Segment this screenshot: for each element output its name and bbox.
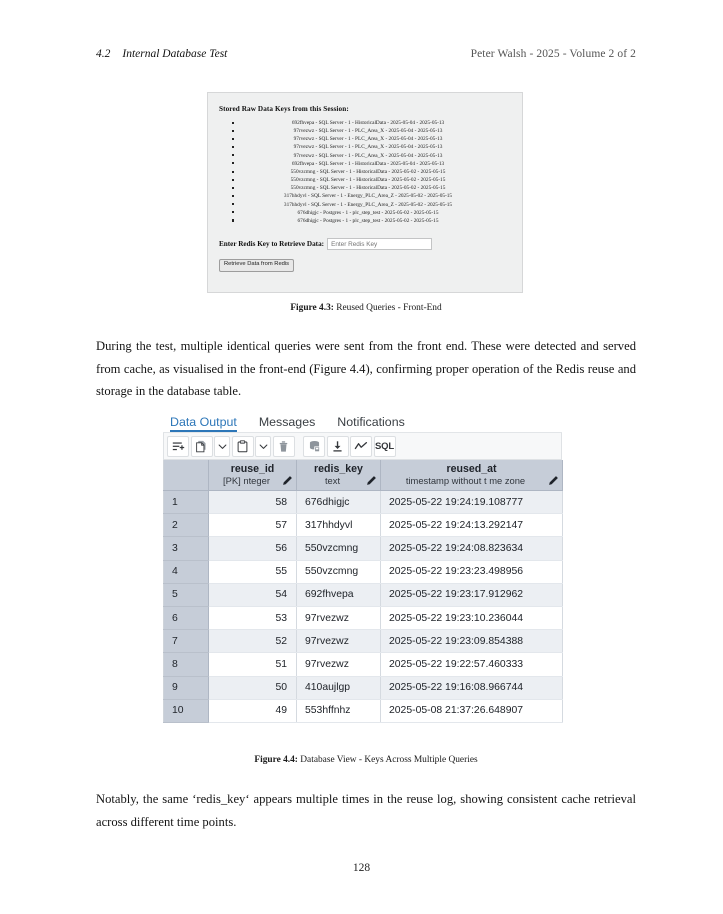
- row-number-cell: 7: [164, 630, 209, 653]
- table-body: [164, 491, 563, 723]
- cell-reuse-id[interactable]: 55: [209, 560, 297, 583]
- stored-key-list-item: [232, 119, 522, 127]
- stored-key-list-item: [232, 160, 522, 168]
- save-data-changes-icon-button[interactable]: [303, 436, 325, 457]
- table-row[interactable]: [164, 560, 563, 583]
- bullet-icon: [232, 179, 234, 181]
- edit-pencil-icon[interactable]: [366, 475, 377, 486]
- table-row[interactable]: [164, 653, 563, 676]
- copy-icon-button[interactable]: [191, 436, 213, 457]
- table-row[interactable]: [164, 583, 563, 606]
- query-sql-icon-button[interactable]: [374, 436, 396, 457]
- chevron-down-icon: [218, 442, 227, 451]
- cell-reused-at[interactable]: 2025-05-22 19:23:10.236044: [381, 606, 563, 629]
- cell-redis-key[interactable]: 550vzcmng: [297, 537, 381, 560]
- stored-key-list-item: [232, 201, 522, 209]
- cell-reuse-id[interactable]: 52: [209, 630, 297, 653]
- row-number-cell: 8: [164, 653, 209, 676]
- stored-key-text: 97rvezwz - SQL Server - 1 - PLC_Area_X - 2025-05-04 - 2025-05-13: [293, 128, 443, 135]
- paste-icon: [236, 440, 249, 453]
- stored-key-text: 97rvezwz - SQL Server - 1 - PLC_Area_X - 2025-05-04 - 2025-05-13: [293, 144, 443, 151]
- bullet-icon: [232, 130, 234, 132]
- cell-redis-key[interactable]: 676dhigjc: [297, 491, 381, 514]
- edit-pencil-icon[interactable]: [282, 475, 293, 486]
- table-header-row: [164, 460, 563, 491]
- stored-key-text: 676dhigjc - Postgres - 1 - plc_step_test - 2025-05-02 - 2025-05-15: [297, 217, 439, 224]
- figure-4-3-caption: [96, 303, 636, 313]
- download-icon: [331, 440, 344, 453]
- stored-key-list-item: [232, 135, 522, 143]
- graph-visualiser-icon-button[interactable]: [350, 436, 372, 457]
- figure-4-4-caption: [96, 755, 636, 765]
- cell-reused-at[interactable]: 2025-05-22 19:24:19.108777: [381, 491, 563, 514]
- stored-key-text: 317hhdyvl - SQL Server - 1 - Energy_PLC_Area_Z - 2025-05-02 - 2025-05-15: [283, 193, 453, 200]
- row-number-cell: 1: [164, 491, 209, 514]
- stored-key-list-item: [232, 143, 522, 151]
- chevron-down-icon: [259, 442, 268, 451]
- tab-messages[interactable]: Messages: [258, 415, 316, 429]
- cell-reuse-id[interactable]: 51: [209, 653, 297, 676]
- bullet-icon: [232, 203, 234, 205]
- page-number: 128: [352, 862, 371, 874]
- cell-reused-at[interactable]: 2025-05-22 19:22:57.460333: [381, 653, 563, 676]
- cell-reused-at[interactable]: 2025-05-08 21:37:26.648907: [381, 699, 563, 722]
- table-row[interactable]: [164, 606, 563, 629]
- pgadmin-tab-bar: [163, 408, 562, 433]
- stored-key-text: 692fhvepa - SQL Server - 1 - HistoricalData - 2025-05-04 - 2025-05-13: [291, 120, 445, 126]
- cell-redis-key[interactable]: 97rvezwz: [297, 653, 381, 676]
- column-name-redis-key: redis_key: [314, 463, 363, 475]
- cell-redis-key[interactable]: 317hhdyvl: [297, 514, 381, 537]
- stored-keys-heading: Stored Raw Data Keys from this Session:: [219, 105, 349, 113]
- bullet-icon: [232, 146, 234, 148]
- stored-key-list-item: [232, 168, 522, 176]
- row-number-cell: 3: [164, 537, 209, 560]
- stored-key-list-item: [232, 217, 522, 225]
- stored-key-list-item: [232, 192, 522, 200]
- cell-reuse-id[interactable]: 49: [209, 699, 297, 722]
- cell-reused-at[interactable]: 2025-05-22 19:24:13.292147: [381, 514, 563, 537]
- column-name-reuse-id: reuse_id: [230, 463, 275, 475]
- add-row-icon-button[interactable]: [167, 436, 189, 457]
- stored-key-text: 550vzcmng - SQL Server - 1 - HistoricalData - 2025-05-02 - 2025-05-15: [290, 177, 446, 184]
- stored-key-list-item: [232, 176, 522, 184]
- cell-redis-key[interactable]: 97rvezwz: [297, 606, 381, 629]
- table-header: [164, 460, 563, 491]
- redis-key-input[interactable]: [327, 238, 432, 250]
- cell-redis-key[interactable]: 410aujlgp: [297, 676, 381, 699]
- stored-key-text: 550vzcmng - SQL Server - 1 - HistoricalData - 2025-05-02 - 2025-05-15: [290, 168, 446, 175]
- cell-redis-key[interactable]: 550vzcmng: [297, 560, 381, 583]
- cell-reuse-id[interactable]: 56: [209, 537, 297, 560]
- sql-icon: SQL: [375, 440, 394, 452]
- cell-reuse-id[interactable]: 57: [209, 514, 297, 537]
- cell-reuse-id[interactable]: 54: [209, 583, 297, 606]
- row-number-cell: 6: [164, 606, 209, 629]
- cell-reused-at[interactable]: 2025-05-22 19:23:09.854388: [381, 630, 563, 653]
- section-title: Internal Database Test: [122, 48, 228, 60]
- running-head: [96, 48, 636, 60]
- figure-4-4-caption-label: Figure 4.4:: [254, 755, 298, 765]
- redis-key-field-row: [219, 238, 522, 250]
- table-row[interactable]: [164, 491, 563, 514]
- figure-4-3-caption-label: Figure 4.3:: [290, 303, 334, 313]
- cell-reused-at[interactable]: 2025-05-22 19:24:08.823634: [381, 537, 563, 560]
- query-results-table: [163, 460, 563, 723]
- bullet-icon: [232, 187, 234, 189]
- bullet-icon: [232, 138, 234, 140]
- cell-reused-at[interactable]: 2025-05-22 19:23:17.912962: [381, 583, 563, 606]
- running-head-right: Peter Walsh - 2025 - Volume 2 of 2: [470, 48, 636, 60]
- row-number-cell: 4: [164, 560, 209, 583]
- stored-keys-list: [208, 119, 522, 225]
- cell-redis-key[interactable]: 692fhvepa: [297, 583, 381, 606]
- retrieve-data-from-redis-button[interactable]: Retrieve Data from Redis: [219, 259, 294, 272]
- row-number-cell: 9: [164, 676, 209, 699]
- stored-key-list-item: [232, 152, 522, 160]
- redis-key-label: Enter Redis Key to Retrieve Data:: [219, 240, 325, 249]
- column-header-reused-at[interactable]: [381, 460, 563, 491]
- cell-reuse-id[interactable]: 58: [209, 491, 297, 514]
- add-row-icon: [172, 440, 185, 453]
- column-type-redis-key: text: [324, 475, 341, 486]
- column-header-redis-key[interactable]: [297, 460, 381, 491]
- pgadmin-toolbar: [163, 433, 562, 460]
- edit-pencil-icon[interactable]: [548, 475, 559, 486]
- trash-icon: [277, 440, 290, 453]
- table-row[interactable]: [164, 676, 563, 699]
- download-results-icon-button[interactable]: [327, 436, 349, 457]
- bullet-icon: [232, 154, 234, 156]
- column-type-reused-at: timestamp without t me zone: [405, 475, 526, 486]
- paste-icon-button[interactable]: [232, 436, 254, 457]
- stored-key-text: 317hhdyvl - SQL Server - 1 - Energy_PLC_Area_Z - 2025-05-02 - 2025-05-15: [283, 201, 453, 208]
- cell-reuse-id[interactable]: 50: [209, 676, 297, 699]
- row-number-cell: 10: [164, 699, 209, 722]
- stored-key-text: 692fhvepa - SQL Server - 1 - HistoricalData - 2025-05-04 - 2025-05-13: [291, 160, 445, 167]
- tab-notifications[interactable]: Notifications: [337, 415, 405, 429]
- database-save-icon: [308, 440, 321, 453]
- table-row[interactable]: [164, 699, 563, 722]
- paste-options-dropdown[interactable]: [255, 436, 271, 457]
- stored-key-text: 97rvezwz - SQL Server - 1 - PLC_Area_X - 2025-05-04 - 2025-05-13: [293, 152, 443, 159]
- bullet-icon: [232, 195, 234, 197]
- column-name-reused-at: reused_at: [446, 463, 497, 475]
- stored-key-list-item: [232, 184, 522, 192]
- cell-redis-key[interactable]: 553hffnhz: [297, 699, 381, 722]
- bullet-icon: [232, 211, 234, 213]
- figure-4-4-pgadmin-screenshot: [163, 408, 562, 723]
- stored-key-text: 97rvezwz - SQL Server - 1 - PLC_Area_X - 2025-05-04 - 2025-05-13: [293, 136, 443, 143]
- copy-options-dropdown[interactable]: [214, 436, 230, 457]
- paragraph-redis-key-observation: Notably, the same ‘redis_key‘ appears multiple times in the reuse log, showing consistent cache retrieval across different time points.: [96, 792, 636, 829]
- row-number-cell: 5: [164, 583, 209, 606]
- delete-row-icon-button[interactable]: [273, 436, 295, 457]
- row-number-header: [164, 460, 209, 491]
- figure-4-4-caption-text: Database View - Keys Across Multiple Queries: [300, 755, 478, 765]
- table-row[interactable]: [164, 514, 563, 537]
- cell-reuse-id[interactable]: 53: [209, 606, 297, 629]
- column-type-reuse-id: [PK] nteger: [223, 475, 270, 486]
- bullet-icon: [232, 162, 234, 164]
- table-row[interactable]: [164, 537, 563, 560]
- stored-key-list-item: [232, 209, 522, 217]
- figure-4-3-frontend-screenshot: [207, 92, 523, 293]
- stored-key-list-item: [232, 127, 522, 135]
- column-header-reuse-id[interactable]: [209, 460, 297, 491]
- cell-reused-at[interactable]: 2025-05-22 19:23:23.498956: [381, 560, 563, 583]
- table-row[interactable]: [164, 630, 563, 653]
- running-head-left: [96, 48, 227, 60]
- tab-data-output[interactable]: Data Output: [170, 415, 237, 432]
- cell-reused-at[interactable]: 2025-05-22 19:16:08.966744: [381, 676, 563, 699]
- row-number-cell: 2: [164, 514, 209, 537]
- paragraph-cache-description: During the test, multiple identical queries were sent from the front end. These were detected and served from cache, as visualised in the front-end (Figure 4.4), confirming proper operation of the Redis reuse and storage in the database table.: [96, 339, 636, 398]
- stored-key-text: 676dhigjc - Postgres - 1 - plc_step_test - 2025-05-02 - 2025-05-15: [297, 209, 439, 216]
- line-chart-icon: [354, 439, 368, 453]
- cell-redis-key[interactable]: 97rvezwz: [297, 630, 381, 653]
- bullet-icon: [232, 219, 234, 221]
- stored-key-text: 550vzcmng - SQL Server - 1 - HistoricalData - 2025-05-02 - 2025-05-15: [290, 185, 446, 192]
- section-number: 4.2: [96, 48, 111, 60]
- bullet-icon: [232, 122, 234, 124]
- copy-icon: [195, 440, 208, 453]
- bullet-icon: [232, 171, 234, 173]
- figure-4-3-caption-text: Reused Queries - Front-End: [336, 303, 442, 313]
